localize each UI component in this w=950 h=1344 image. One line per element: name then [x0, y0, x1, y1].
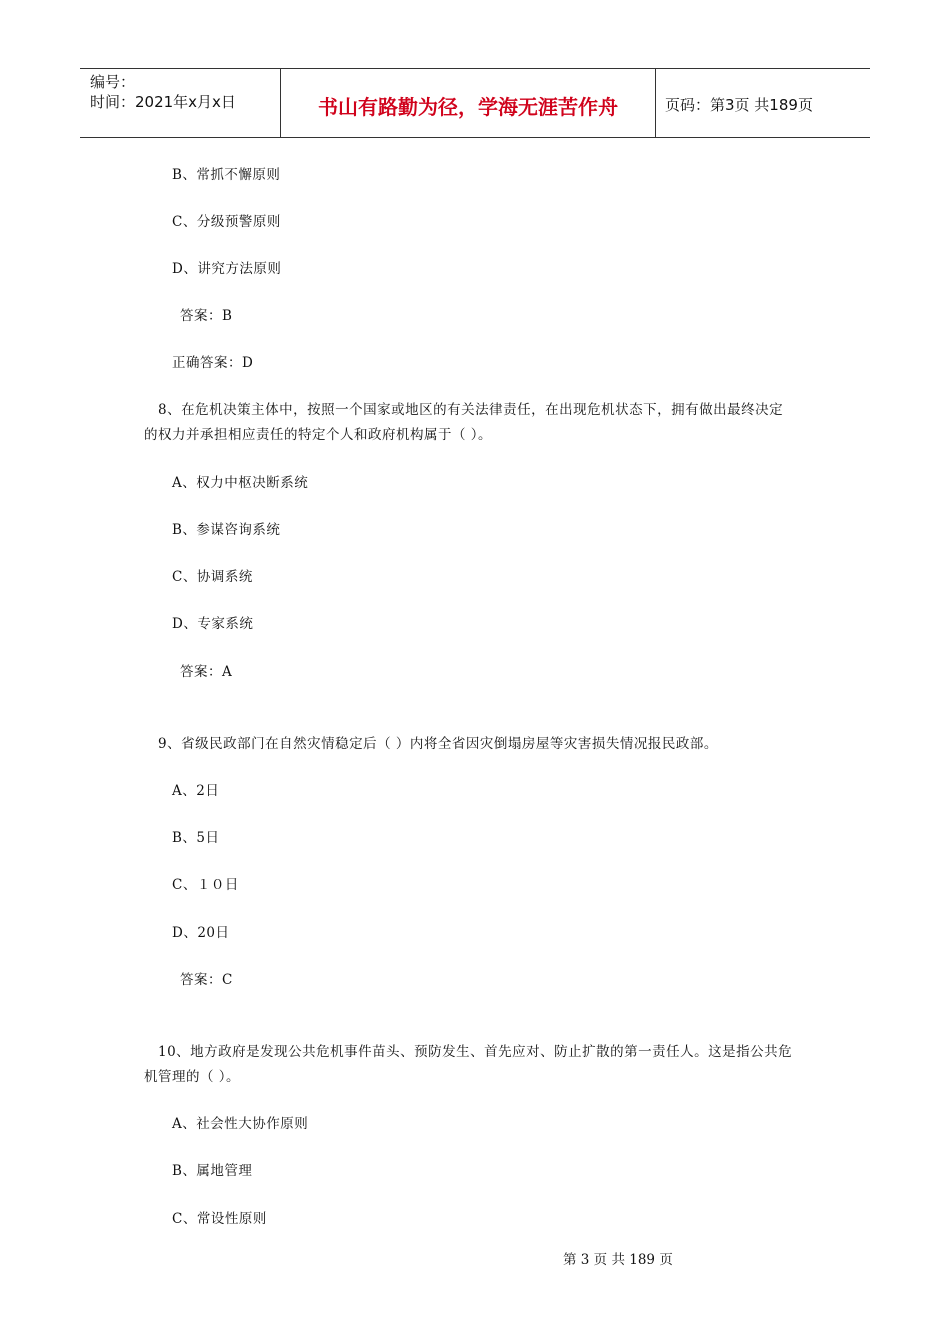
header-motto: 书山有路勤为径，学海无涯苦作舟 — [318, 95, 618, 119]
option-a-q9: A、2日 — [172, 783, 220, 799]
answer-q8: 答案：A — [180, 664, 233, 680]
option-d-q7: D、讲究方法原则 — [172, 261, 282, 277]
question-8-line-2: 的权力并承担相应责任的特定个人和政府机构属于（ ）。 — [144, 427, 493, 443]
correct-answer-q7: 正确答案：D — [172, 355, 254, 371]
option-c-q8: C、协调系统 — [172, 569, 253, 585]
question-9: 9、省级民政部门在自然灾情稳定后（ ）内将全省因灾倒塌房屋等灾害损失情况报民政部。 — [158, 736, 718, 752]
header-right-cell — [655, 69, 870, 137]
option-c-q9: C、１０日 — [172, 877, 239, 893]
question-10-line-1: 10、地方政府是发现公共危机事件苗头、预防发生、首先应对、防止扩散的第一责任人。这是指公共危 — [158, 1044, 793, 1060]
option-c-q7: C、分级预警原则 — [172, 214, 281, 230]
option-b-q9: B、5日 — [172, 830, 220, 846]
answer-q9: 答案：C — [180, 972, 233, 988]
option-b-q10: B、属地管理 — [172, 1163, 253, 1179]
option-d-q9: D、20日 — [172, 925, 230, 941]
option-c-q10: C、常设性原则 — [172, 1211, 267, 1227]
question-10-line-2: 机管理的（ ）。 — [144, 1069, 241, 1085]
page-header — [80, 68, 870, 138]
option-d-q8: D、专家系统 — [172, 616, 254, 632]
page-footer: 第 3 页 共 189 页 — [563, 1252, 673, 1268]
answer-q7: 答案：B — [180, 308, 233, 324]
option-b-q7: B、常抓不懈原则 — [172, 167, 281, 183]
document-number-label: 编号： — [90, 73, 136, 91]
header-page-info: 页码：第3页 共189页 — [665, 96, 813, 114]
option-a-q10: A、社会性大协作原则 — [172, 1116, 309, 1132]
option-b-q8: B、参谋咨询系统 — [172, 522, 281, 538]
document-date-label: 时间：2021年x月x日 — [90, 93, 236, 111]
header-middle-cell — [280, 69, 656, 137]
question-8-line-1: 8、在危机决策主体中，按照一个国家或地区的有关法律责任，在出现危机状态下，拥有做出最终决定 — [158, 402, 784, 418]
header-left-cell — [80, 69, 280, 137]
option-a-q8: A、权力中枢决断系统 — [172, 475, 309, 491]
